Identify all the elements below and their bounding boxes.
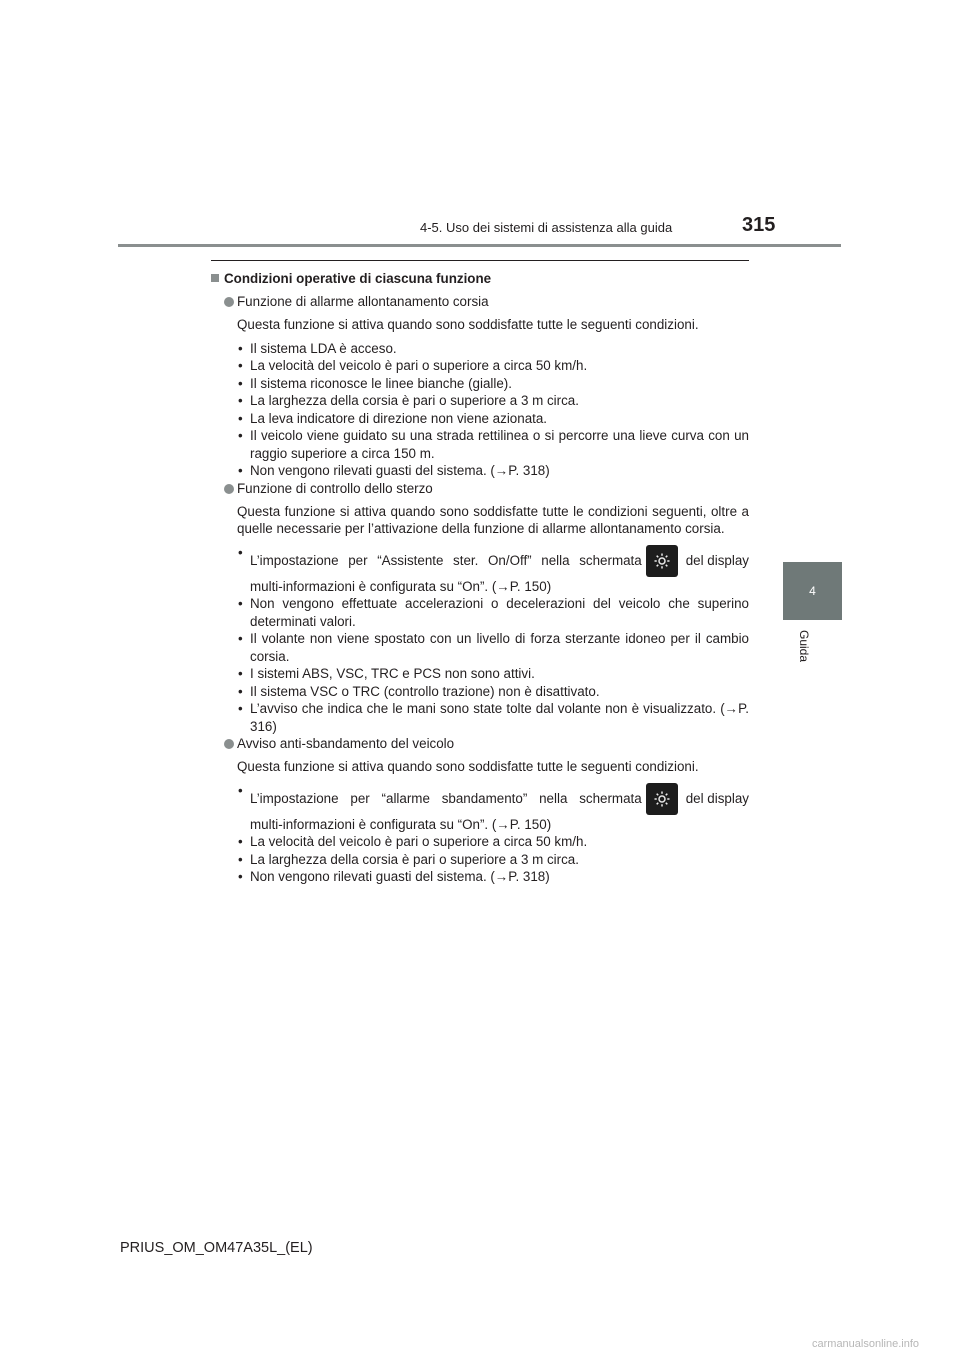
square-bullet-icon xyxy=(211,274,219,282)
chapter-tab[interactable] xyxy=(783,562,842,620)
list-item: • L’avviso che indica che le mani sono state tolte dal volante non è visualizzato. (→P. 316) xyxy=(237,700,749,735)
list-item: • La velocità del veicolo è pari o superiore a circa 50 km/h. xyxy=(237,833,749,851)
settings-gear-icon xyxy=(646,783,678,815)
list-item: • La larghezza della corsia è pari o superiore a 3 m circa. xyxy=(237,392,749,410)
list-item: • Il volante non viene spostato con un livello di forza sterzante idoneo per il cambio corsia. xyxy=(237,630,749,665)
chapter-tab-number: 4 xyxy=(809,584,816,598)
function-title: Avviso anti-sbandamento del veicolo xyxy=(211,735,749,753)
list-item-setting: • L’impostazione per “Assistente ster. On/Off” nella schermata del display multi-informazioni è configurata su “On”. (→P. 150) xyxy=(237,544,749,596)
list-item: • La velocità del veicolo è pari o superiore a circa 50 km/h. xyxy=(237,357,749,375)
list-item: • Non vengono effettuate accelerazioni o decelerazioni del veicolo che superino determinati valori. xyxy=(237,595,749,630)
function-group-steering-control xyxy=(211,480,749,736)
header-divider xyxy=(118,244,841,247)
circle-bullet-icon xyxy=(224,297,234,307)
watermark: carmanualsonline.info xyxy=(812,1338,920,1350)
section-heading: Condizioni operative di ciascuna funzione xyxy=(211,270,749,287)
condition-list xyxy=(211,340,749,480)
list-item-setting: • L’impostazione per “allarme sbandamento” nella schermata del display multi-informazioni è configurata su “On”. (→P. 150) xyxy=(237,782,749,834)
settings-gear-icon xyxy=(646,545,678,577)
header-section-title: 4-5. Uso dei sistemi di assistenza alla guida xyxy=(420,220,673,235)
main-content xyxy=(211,260,749,886)
list-item: • Non vengono rilevati guasti del sistema. (→P. 318) xyxy=(237,868,749,886)
circle-bullet-icon xyxy=(224,484,234,494)
list-item: • La leva indicatore di direzione non viene azionata. xyxy=(237,410,749,428)
list-item: • Il sistema VSC o TRC (controllo trazione) non è disattivato. xyxy=(237,683,749,701)
list-item: • Il sistema riconosce le linee bianche (gialle). xyxy=(237,375,749,393)
page-number: 315 xyxy=(742,214,776,236)
chapter-tab-label: Guida xyxy=(797,630,811,663)
function-title: Funzione di allarme allontanamento corsia xyxy=(211,293,749,311)
list-item: • Il sistema LDA è acceso. xyxy=(237,340,749,358)
circle-bullet-icon xyxy=(224,739,234,749)
function-title: Funzione di controllo dello sterzo xyxy=(211,480,749,498)
function-intro: Questa funzione si attiva quando sono soddisfatte tutte le condizioni seguenti, oltre a quelle necessarie per l’attivazione della funzione di allarme allontanamento corsia. xyxy=(237,503,749,536)
function-intro: Questa funzione si attiva quando sono soddisfatte tutte le seguenti condizioni. xyxy=(237,317,699,332)
condition-list xyxy=(211,544,749,736)
list-item: • Il veicolo viene guidato su una strada rettilinea o si percorre una lieve curva con un raggio superiore a circa 150 m. xyxy=(237,427,749,462)
condition-list xyxy=(211,782,749,886)
list-item: • Non vengono rilevati guasti del sistema. (→P. 318) xyxy=(237,462,749,480)
list-item: • I sistemi ABS, VSC, TRC e PCS non sono attivi. xyxy=(237,665,749,683)
list-item: • La larghezza della corsia è pari o superiore a 3 m circa. xyxy=(237,851,749,869)
document-footer-code: PRIUS_OM_OM47A35L_(EL) xyxy=(120,1240,313,1256)
function-group-lane-departure xyxy=(211,293,749,480)
function-intro: Questa funzione si attiva quando sono soddisfatte tutte le seguenti condizioni. xyxy=(237,759,699,774)
function-group-sway-warning xyxy=(211,735,749,886)
